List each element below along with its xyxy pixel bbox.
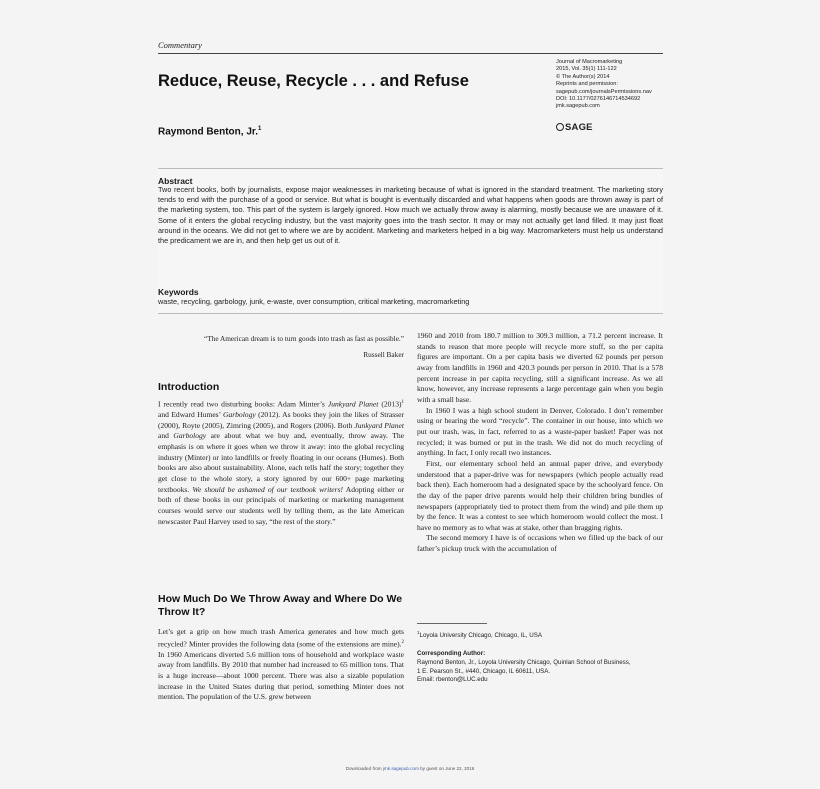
right-column-body <box>417 331 663 555</box>
book-title: Garbology <box>173 431 207 441</box>
journal-name: Journal of Macromarketing <box>556 59 623 65</box>
text-run: (2012). As books they join the likes of Strasser (2000), Royte (2005), Zimring (2005), and Rogers (2006). Both <box>158 410 404 430</box>
footer-text: by guest on June 22, 2016 <box>418 766 475 771</box>
book-title: Junkyard Planet <box>354 420 404 430</box>
abstract-heading: Abstract <box>158 176 193 186</box>
article-title: Reduce, Reuse, Recycle . . . and Refuse <box>158 72 469 90</box>
how-much-paragraph <box>158 627 404 703</box>
header-rule <box>158 53 663 54</box>
text-run: and <box>158 431 174 441</box>
section-label: Commentary <box>158 40 202 50</box>
footnote-marker: 1 <box>417 630 420 635</box>
journal-info <box>556 59 676 111</box>
footnote-marker: 1 <box>401 400 404 405</box>
sage-logo-text: SAGE <box>565 122 593 133</box>
footer-link[interactable]: jmk.sagepub.com <box>382 766 419 771</box>
affiliation-footnote <box>417 629 663 641</box>
introduction-paragraph <box>158 398 404 527</box>
author-name: Raymond Benton, Jr. <box>158 126 259 138</box>
book-title: Junkyard Planet <box>327 399 379 409</box>
introduction-heading: Introduction <box>158 381 220 393</box>
abstract-text: Two recent books, both by journalists, expose major weaknesses in marketing because of what is ignored in the standard treatment. The marketing story tends to end with the purchase of a good or service. But what is bought is eventually discarded and what happens when goods are thrown away is part of the marketing system, too. This part of the system is largely ignored. How much we actually throw away is alarming, mostly because we are unaware of it. Some of it enters the global recycling industry, but the vast majority goes into the trash sector. It may or may not actually get land filled. It may just float around in the oceans. We did not get to where we are by accident. Marketing and marketers helped in a big way. Macromarketers must help us understand the predicament we are in, and then help get us out of it. <box>158 185 663 246</box>
corresponding-author-details <box>417 659 663 685</box>
paragraph-population: 1960 and 2010 from 180.7 million to 309.3 million, a 71.2 percent increase. It stands to reason that more people will recycle more stuff, so the per capita figures are important. On a per capita basis we diverted 62 pounds per person away from landfills in 1960 and 420.3 pounds per person in 2010. That is a 578 percent increase in per capita recycling, still a significant increase. As we all know, however, any increase represents a large percentage gain when you begin with a small base. <box>417 331 663 404</box>
book-title: Garbology <box>223 410 256 420</box>
how-much-heading: How Much Do We Throw Away and Where Do We Throw It? <box>158 593 403 618</box>
article-author <box>158 126 261 137</box>
affiliation-text: Loyola University Chicago, Chicago, IL, USA <box>419 632 542 640</box>
journal-permissions-link[interactable]: sagepub.com/journalsPermissions.nav <box>556 88 652 95</box>
paragraph-paper-drive: First, our elementary school held an annual paper drive, and everybody understood that a paper-drive was for newspapers (which people actually read back then). Each homeroom had a designated space by the schoolyard fence. On the day of the paper drive parents would help their children bring bundles of newspapers (appropriately tied to protect them from the wind) and pile them up by the fence. It was a contest to see which homeroom would collect the most. I have no memory as to what was at stake, other than bragging rights. <box>417 458 663 532</box>
journal-copyright: © The Author(s) 2014 <box>556 73 610 80</box>
text-run: (2013) <box>378 399 402 409</box>
corr-line: Raymond Benton, Jr., Loyola University Chicago, Quinlan School of Business, <box>417 659 631 666</box>
journal-doi[interactable]: DOI: 10.1177/0276146714534692 <box>556 96 641 103</box>
emphasis-text: We should be ashamed of our textbook writers! <box>192 484 344 494</box>
text-run: are about what we buy and, eventually, throw away. The emphasis is on where it goes when we throw it away: into the global recycling industry (Minter) or into landfills or freely floating in our oceans (Humes). Both books are also about sustainability. Alone, each tells half the story; together they get close to the whole story, a story ignored by our 600+ page marketing textbooks. <box>158 431 404 494</box>
author-affiliation-marker: 1 <box>258 126 262 132</box>
text-run: In 1960 Americans diverted 5.6 million tons of household and workplace waste away from landfills. By 2010 that number had increased to 65 million tons. That is a huge increase—about 1000 percent. There was also a sizable population increase in the United States during that period, something Minter does not mention. The population of the U.S. grew between <box>158 649 404 702</box>
text-run: Adopting either or both of these books in our principals of marketing or marketing management courses would serve our students well by telling them, as the late American newscaster Paul Harvey used to say, “the rest of the story.” <box>158 484 404 526</box>
keywords-heading: Keywords <box>158 287 199 297</box>
text-run: Let’s get a grip on how much trash America generates and how much gets recycled? Minter provides the following data (some of the extensions are mine). <box>158 627 404 649</box>
download-footer <box>0 766 820 771</box>
epigraph-quote: “The American dream is to turn goods into trash as fast as possible.” <box>203 334 404 343</box>
paragraph-second-memory: The second memory I have is of occasions when we filled up the back of our father’s pickup truck with the accumulation of <box>417 533 663 554</box>
footnote-marker: 2 <box>401 639 404 645</box>
text-run: I recently read two disturbing books: Adam Minter’s <box>158 399 328 409</box>
sage-logo <box>556 122 593 133</box>
epigraph <box>158 334 404 360</box>
footer-text: Downloaded from <box>345 766 383 771</box>
corr-line: 1 E. Pearson St., #440, Chicago, IL 60611, USA. <box>417 667 551 675</box>
paragraph-denver: In 1960 I was a high school student in Denver, Colorado. I don’t remember using or hearing the word “recycle”. The container in our house, into which we put our trash, was, in fact, referred to as a waste-paper basket! Paper was not recycled; it was burned or put in the trash. We did not do much recycling of anything. In fact, I only recall two instances. <box>417 405 663 458</box>
how-much-body <box>158 627 404 703</box>
text-run: and Edward Humes’ <box>158 410 223 420</box>
introduction-body <box>158 398 404 527</box>
journal-site-link[interactable]: jmk.sagepub.com <box>556 103 600 110</box>
corresponding-author-heading: Corresponding Author: <box>417 650 486 657</box>
epigraph-attribution: Russell Baker <box>363 350 404 359</box>
journal-reprints: Reprints and permission: <box>556 81 618 88</box>
footnote-rule <box>417 623 487 624</box>
corr-email[interactable]: Email: rbenton@LUC.edu <box>417 676 488 684</box>
sage-circle-icon <box>556 123 564 131</box>
journal-volume: 2015, Vol. 35(1) 111-122 <box>556 66 617 73</box>
keywords-text: waste, recycling, garbology, junk, e-waste, over consumption, critical marketing, macromarketing <box>158 297 470 306</box>
